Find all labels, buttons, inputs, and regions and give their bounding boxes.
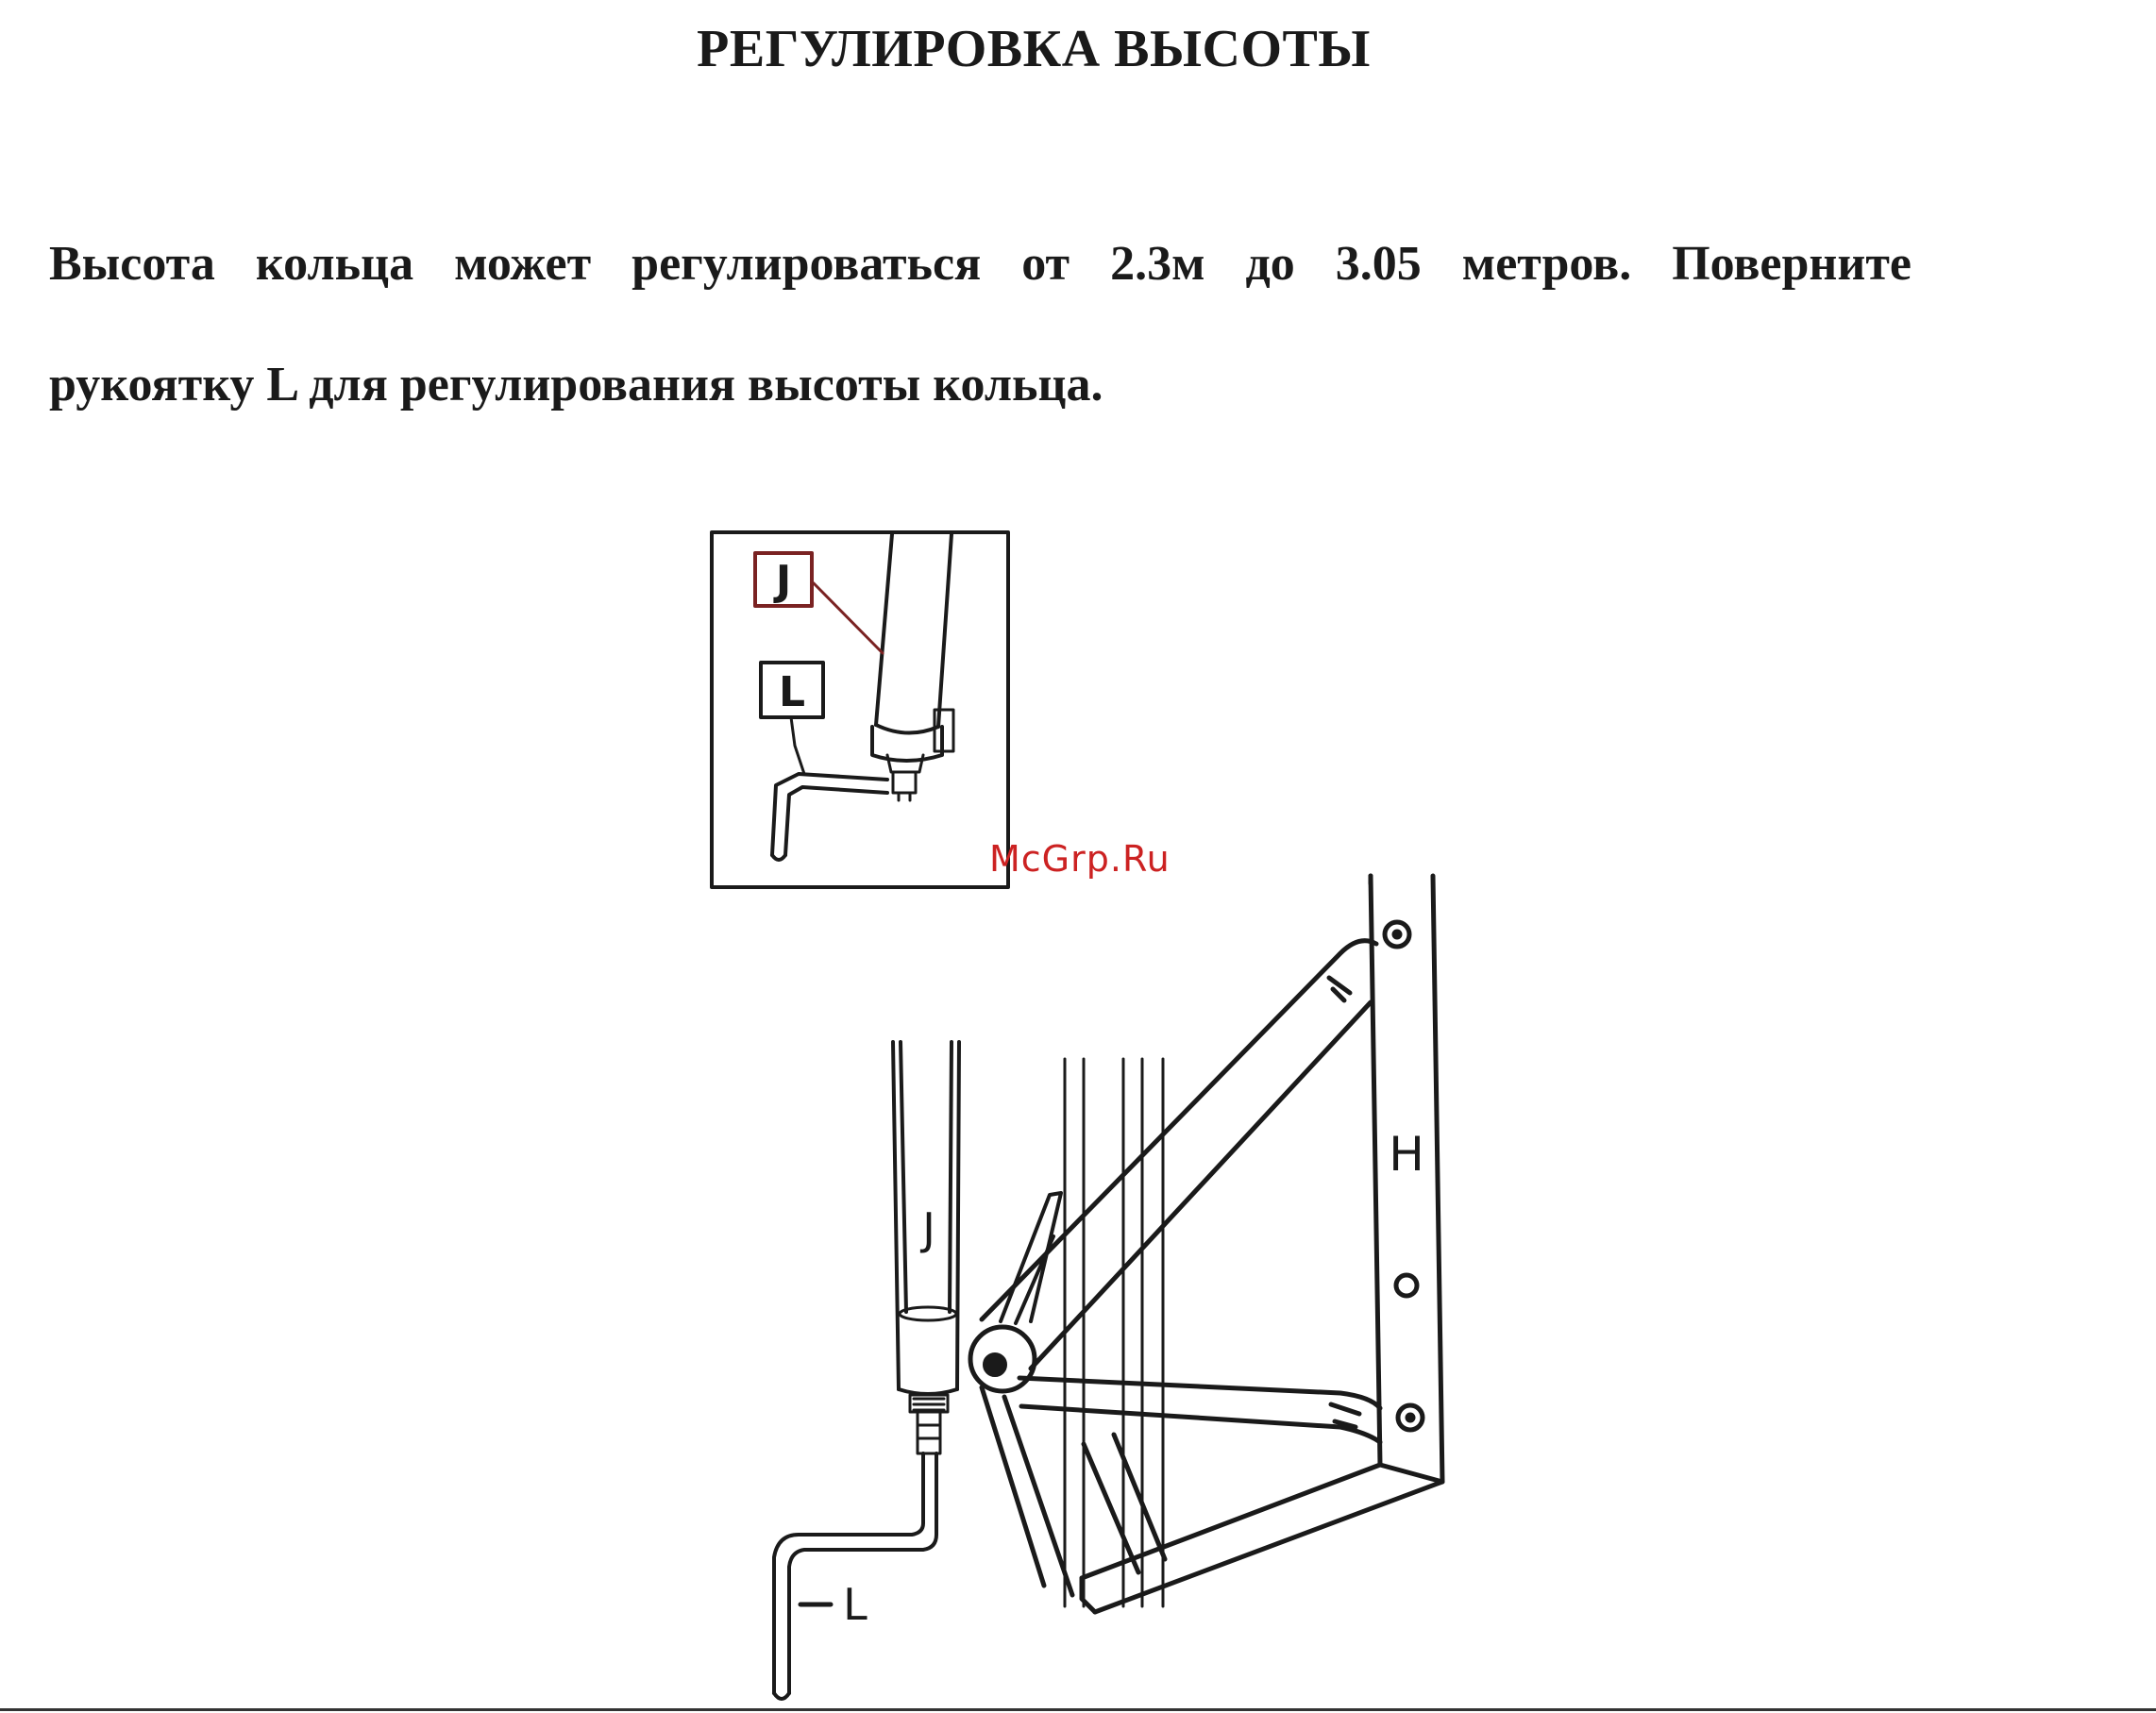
lower-arm <box>1019 1378 1380 1442</box>
instruction-text-line-2: рукоятку L для регулирования высоты кольца. <box>49 358 1103 411</box>
inset-leader-l <box>791 717 804 774</box>
pivot-bracket <box>1001 1193 1061 1323</box>
main-label-l: L <box>843 1579 867 1630</box>
main-drawing <box>774 876 1442 1699</box>
inset-pole <box>876 534 952 727</box>
main-label-h: H <box>1389 1127 1424 1182</box>
inset-label-l: L <box>778 668 806 716</box>
main-label-j: J <box>922 1203 935 1254</box>
page-title: РЕГУЛИРОВКА ВЫСОТЫ <box>697 20 1371 78</box>
pole-coupling <box>910 1395 948 1453</box>
bottom-divider <box>0 1708 2156 1711</box>
main-crank-l <box>774 1453 936 1699</box>
pivot-joint <box>970 1327 1035 1391</box>
watermark: McGrp.Ru <box>989 838 1171 880</box>
inset-leader-j <box>814 583 883 653</box>
inset-label-j: J <box>775 557 792 605</box>
lower-diagonal <box>982 1387 1165 1595</box>
instruction-text-line-1: Высота кольца может регулироваться от 2.3м до 3.05 метров. Поверните <box>49 237 1912 291</box>
inset-detail <box>712 532 1008 887</box>
upper-arm <box>982 941 1376 1369</box>
